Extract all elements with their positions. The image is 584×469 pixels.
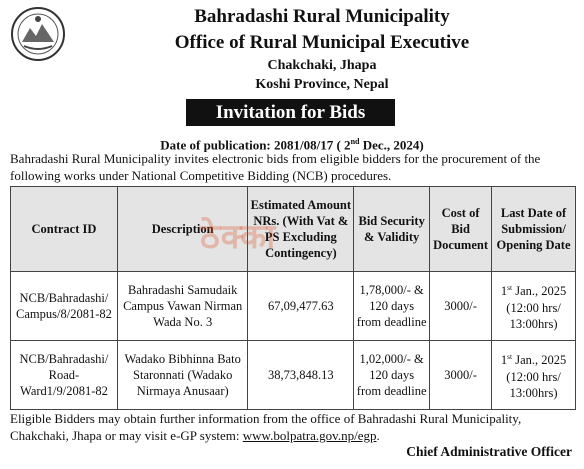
cell-cost-of-bid: 3000/-	[430, 341, 492, 410]
col-estimated-amount: Estimated Amount NRs. (With Vat & PS Excluding Contingency)	[248, 187, 354, 272]
table-header-row	[11, 187, 576, 272]
table-row	[11, 272, 576, 341]
date-day: 1	[500, 353, 508, 368]
province-line: Koshi Province, Nepal	[255, 77, 389, 92]
office-name: Office of Rural Municipal Executive	[174, 32, 470, 53]
cell-estimated-amount: 67,09,477.63	[248, 272, 354, 341]
cell-contract-id: NCB/Bahradashi/ Campus/8/2081-82	[11, 272, 118, 341]
footer-paragraph	[10, 410, 576, 444]
notice-title: Invitation for Bids	[186, 99, 395, 126]
watermark-logo: ठेक्का	[200, 217, 277, 257]
cell-last-date	[492, 341, 576, 410]
intro-paragraph: Bahradashi Rural Municipality invites electronic bids from eligible bidders for the procurement of the following works under National Competitive Bidding (NCB) procedures.	[10, 151, 541, 183]
col-contract-id: Contract ID	[11, 187, 118, 272]
date-sup: st	[507, 352, 513, 362]
footer-end: .	[376, 428, 380, 443]
table-row	[11, 341, 576, 410]
address-line: Chakchaki, Jhapa	[267, 58, 377, 73]
municipality-emblem-icon	[10, 6, 66, 62]
col-last-date: Last Date of Submission/ Opening Date	[492, 187, 576, 272]
publication-date-prefix: Date of publication: 2081/08/17 ( 2	[160, 137, 351, 153]
date-rest: Jan., 2025 (12:00 hrs/ 13:00hrs)	[506, 284, 567, 331]
cell-description: Bahradashi Samudaik Campus Vawan Nirman Wada No. 3	[117, 272, 248, 341]
col-description: Description	[117, 187, 248, 272]
cell-estimated-amount: 38,73,848.13	[248, 341, 354, 410]
cell-bid-security: 1,78,000/- & 120 days from deadline	[354, 272, 430, 341]
cell-contract-id: NCB/Bahradashi/ Road-Ward1/9/2081-82	[11, 341, 118, 410]
egp-link[interactable]: www.bolpatra.gov.np/egp	[242, 428, 377, 443]
col-bid-security: Bid Security & Validity	[354, 187, 430, 272]
col-cost-of-bid: Cost of Bid Document	[430, 187, 492, 272]
signature-title: Chief Administrative Officer	[406, 444, 572, 459]
cell-cost-of-bid: 3000/-	[430, 272, 492, 341]
cell-last-date	[492, 272, 576, 341]
date-sup: st	[507, 283, 513, 293]
date-rest: Jan., 2025 (12:00 hrs/ 13:00hrs)	[506, 353, 567, 400]
cell-description: Wadako Bibhinna Bato Staronnati (Wadako Nirmaya Anusaar)	[117, 341, 248, 410]
footer-text: Eligible Bidders may obtain further information from the office of Bahradashi Rural Municipality, Chakchaki, Jhapa or may visit e-GP system:	[10, 411, 522, 443]
date-day: 1	[500, 284, 508, 299]
publication-date-sup: nd	[350, 137, 360, 146]
municipality-name: Bahradashi Rural Municipality	[194, 6, 450, 27]
cell-bid-security: 1,02,000/- & 120 days from deadline	[354, 341, 430, 410]
bids-table	[10, 186, 576, 410]
publication-date-suffix: Dec., 2024)	[359, 137, 424, 153]
